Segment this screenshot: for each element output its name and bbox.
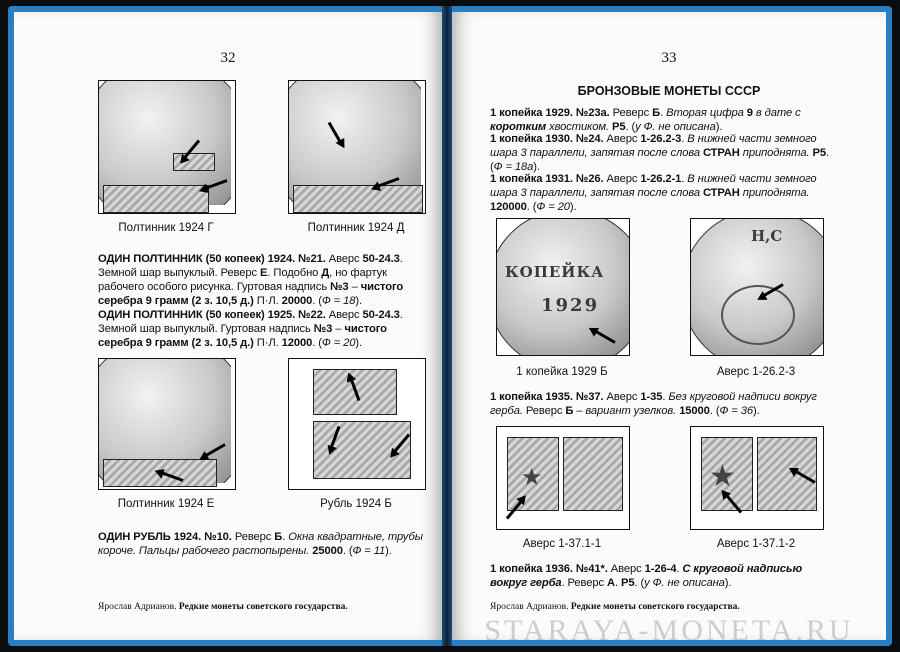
text-run: Ф = 20	[536, 201, 570, 213]
coin-photo-poltinnik-1924-d	[288, 80, 426, 214]
page-number: 33	[661, 50, 677, 66]
text-run: .	[681, 133, 688, 145]
photo-caption: Рубль 1924 Б	[320, 498, 392, 510]
book-spread	[8, 6, 892, 646]
text-run: . Земной шар выпуклый. Реверс	[98, 253, 403, 279]
text-run: 1 копейка 1936. №41*.	[490, 563, 608, 575]
text-run: у Ф. не описана	[635, 121, 716, 133]
text-run: Ф = 20	[321, 337, 356, 349]
photo-caption: Полтинник 1924 Е	[117, 498, 215, 510]
coin-image	[496, 218, 630, 356]
catalog-entry	[98, 252, 428, 308]
text-run: .	[615, 577, 622, 589]
text-run: Реверс	[522, 405, 566, 417]
text-run: .	[662, 391, 669, 403]
text-run: А	[607, 577, 615, 589]
coin-photo-poltinnik-1924-g	[98, 80, 236, 214]
text-run: Аверс	[325, 253, 363, 265]
text-run: .	[660, 107, 667, 119]
text-run: Без круговой надписи вокруг герба.	[490, 391, 817, 417]
coin-photo-avers-1-37-1-1	[496, 426, 630, 530]
text-run: 1 копейка 1930. №24.	[490, 133, 604, 145]
text-run: П·Л.	[253, 337, 282, 349]
text-run: 1-26.2-1	[640, 173, 682, 185]
text-run: 1 копейка 1935. №37.	[490, 391, 604, 403]
coin-inscription-fragment: Н,С	[751, 227, 783, 245]
text-run: Ф = 11	[352, 545, 386, 557]
text-run: Ф = 18	[321, 295, 356, 307]
text-run: Аверс	[603, 173, 641, 185]
text-run: ОДИН ПОЛТИННИК (50 копеек) 1924. №21.	[98, 253, 326, 265]
photo-caption: Аверс 1-26.2-3	[716, 366, 796, 378]
coin-year: 1929	[541, 295, 600, 316]
text-run: Р5	[621, 577, 635, 589]
text-run: Б	[652, 107, 661, 119]
watermark-text: STARAYA-MONETA.RU	[484, 614, 854, 640]
text-run: 1 копейка 1931. №26.	[490, 173, 604, 185]
text-run: приподнята.	[742, 147, 810, 159]
text-run: . (	[342, 545, 353, 557]
text-run: №3	[330, 281, 349, 293]
text-run: . (	[526, 201, 537, 213]
text-run: Д	[321, 267, 330, 279]
text-run: Б	[274, 531, 283, 543]
right-page	[452, 12, 886, 640]
text-run: вариант узелков.	[585, 405, 677, 417]
text-run: ).	[752, 405, 760, 417]
page-footer	[98, 602, 348, 612]
text-run: ).	[724, 577, 732, 589]
coin-photo-poltinnik-1924-e	[98, 358, 236, 490]
text-run: 12000	[281, 337, 313, 349]
text-run: Р5	[812, 147, 826, 159]
catalog-entry	[98, 530, 428, 558]
footer-author: Ярослав Адрианов.	[490, 602, 569, 612]
text-run: приподнята.	[742, 187, 810, 199]
text-run: 1-35	[640, 391, 663, 403]
text-run: . (	[709, 405, 720, 417]
text-run: ).	[715, 121, 723, 133]
text-run: .	[681, 173, 688, 185]
detail-inset	[757, 437, 817, 511]
text-run: чистого серебра 9 грамм (2 з. 10,5 д.)	[98, 281, 404, 307]
text-run: ).	[569, 201, 577, 213]
text-run: . (	[312, 337, 322, 349]
photo-caption: Аверс 1-37.1-2	[716, 538, 796, 550]
coin-photo-avers-1-26-2-3	[690, 218, 824, 356]
text-run: у Ф. не описана	[644, 577, 725, 589]
text-run: 50-24.3	[362, 309, 400, 321]
text-run: Б	[565, 405, 574, 417]
footer-title: Редкие монеты советского государства.	[568, 602, 740, 612]
text-run: 50-24.3	[362, 253, 400, 265]
text-run: Аверс	[603, 391, 641, 403]
text-run: 120000	[490, 201, 527, 213]
detail-inset	[293, 185, 423, 213]
text-run: чистого серебра 9 грамм (2 з. 10,5 д.)	[98, 323, 387, 349]
text-run: 15000	[679, 405, 710, 417]
left-page	[14, 12, 442, 640]
text-run: 1-26.2-3	[640, 133, 682, 145]
text-run: ).	[533, 161, 540, 173]
text-run: .	[676, 563, 683, 575]
text-run: Е	[260, 267, 268, 279]
footer-author: Ярослав Адрианов.	[98, 602, 177, 612]
text-run: 9	[746, 107, 753, 119]
text-run: С круговой надписью вокруг герба	[490, 563, 803, 589]
coin-photo-rubl-1924-b	[288, 358, 426, 490]
star-icon: ★	[521, 464, 543, 491]
text-run: Ф = 36	[719, 405, 753, 417]
text-run: . Подобно	[267, 267, 322, 279]
section-title: БРОНЗОВЫЕ МОНЕТЫ СССР	[577, 84, 761, 98]
text-run: . Реверс	[561, 577, 608, 589]
text-run: СТРАН	[702, 187, 740, 199]
catalog-entry	[490, 390, 836, 418]
text-run: 1 копейка 1929. №23а.	[490, 107, 610, 119]
text-run: ).	[385, 545, 392, 557]
text-run: Р5	[611, 121, 626, 133]
photo-caption: Аверс 1-37.1-1	[522, 538, 602, 550]
catalog-entry	[490, 132, 836, 174]
catalog-entry	[490, 562, 836, 590]
text-run: коротким	[490, 121, 547, 133]
photo-caption: Полтинник 1924 Д	[307, 222, 405, 234]
text-run: –	[573, 405, 586, 417]
text-run: 25000	[312, 545, 343, 557]
text-run: №3	[313, 323, 333, 335]
detail-inset	[103, 185, 209, 213]
text-run: ОДИН РУБЛЬ 1924. №10.	[98, 531, 232, 543]
text-run: СТРАН	[702, 147, 740, 159]
text-run: Ф = 18а	[493, 161, 534, 173]
coin-photo-avers-1-37-1-2	[690, 426, 824, 530]
text-run: ).	[355, 337, 363, 349]
text-run: .	[282, 531, 289, 543]
text-run: Аверс	[607, 563, 645, 575]
text-run: . (	[490, 147, 830, 173]
coin-inscription: КОПЕЙКА	[505, 263, 605, 281]
text-run: . (	[312, 295, 322, 307]
coin-photo-1-kop-1929	[496, 218, 630, 356]
text-run: Реверс	[609, 107, 653, 119]
catalog-entry	[490, 172, 836, 214]
detail-inset	[563, 437, 623, 511]
text-run: . Земной шар выпуклый. Гуртовая надпись	[98, 309, 403, 335]
text-run: Вторая цифра	[666, 107, 747, 119]
book-gutter	[442, 6, 452, 646]
text-run: . (	[625, 121, 636, 133]
text-run: ).	[355, 295, 363, 307]
photo-caption: 1 копейка 1929 Б	[516, 366, 608, 378]
footer-title: Редкие монеты советского государства.	[176, 602, 348, 612]
text-run: 20000	[281, 295, 313, 307]
text-run: В нижней части земного шара 3 параллели, запятая после слова	[490, 173, 817, 199]
text-run: . (	[634, 577, 645, 589]
text-run: В нижней части земного шара 3 параллели, запятая после слова	[490, 133, 817, 159]
text-run: хвостиком.	[546, 121, 609, 133]
photo-caption: Полтинник 1924 Г	[118, 222, 214, 234]
page-number: 32	[220, 50, 236, 66]
star-icon: ★	[709, 460, 736, 493]
page-footer	[490, 602, 740, 612]
catalog-entry	[490, 106, 836, 134]
text-run: ОДИН ПОЛТИННИК (50 копеек) 1925. №22.	[98, 309, 326, 321]
catalog-entry	[98, 308, 428, 350]
text-run: Аверс	[603, 133, 641, 145]
text-run: Окна квадратные, трубы короче. Пальцы рабочего растопырены.	[98, 531, 423, 557]
text-run: , но фартук рабочего особого рисунка. Гуртовая надпись	[98, 267, 387, 293]
text-run: П·Л.	[253, 295, 282, 307]
text-run: Аверс	[325, 309, 363, 321]
text-run: 1-26-4	[644, 563, 677, 575]
text-run: –	[348, 281, 361, 293]
text-run: в дате с	[752, 107, 801, 119]
text-run: Реверс	[231, 531, 275, 543]
text-run: –	[332, 323, 345, 335]
